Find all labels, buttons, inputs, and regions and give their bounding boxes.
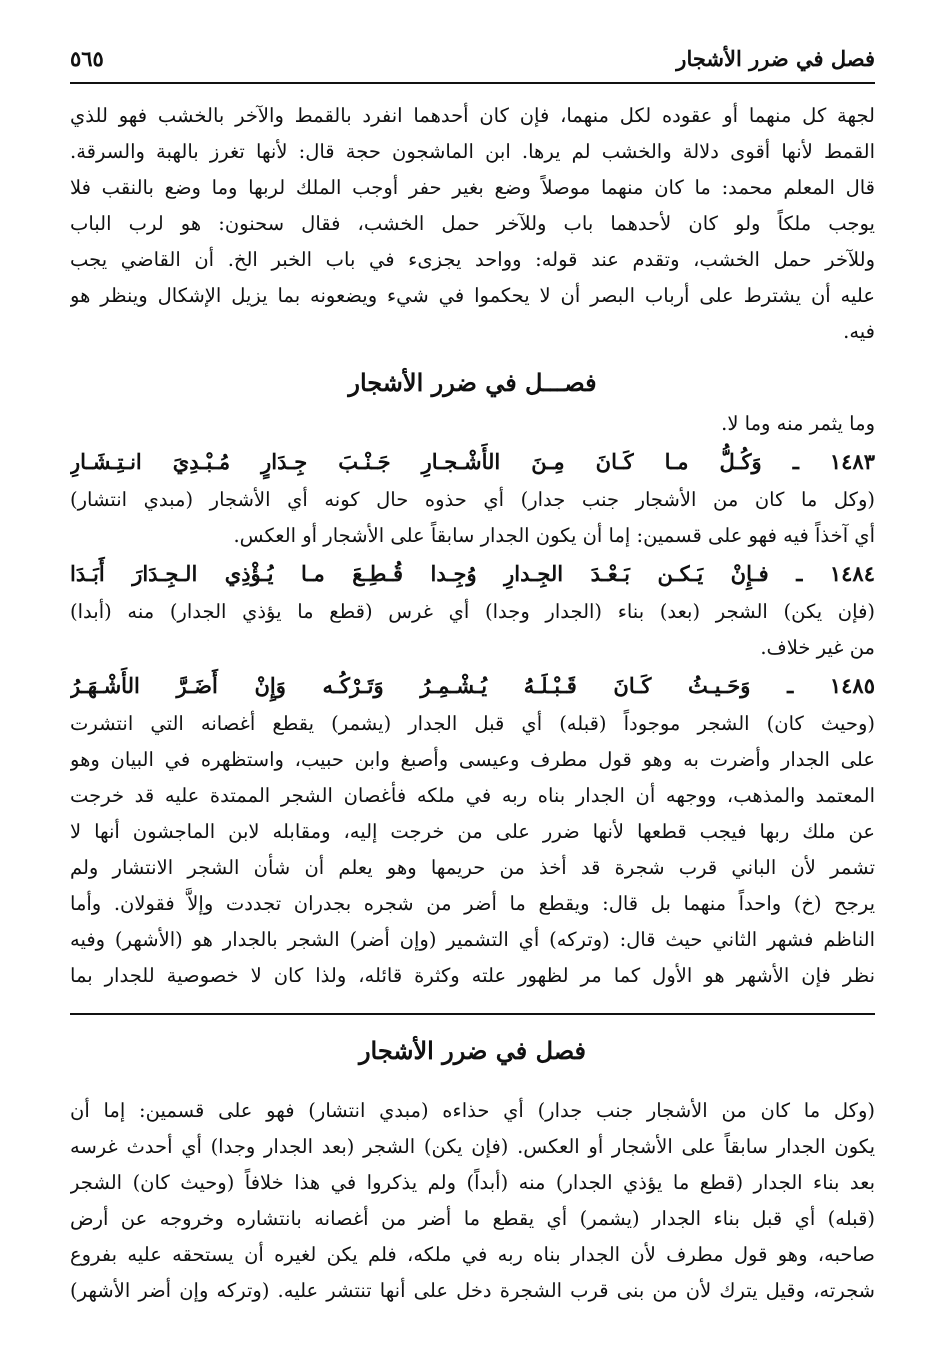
text-line: فيه. [843,320,875,343]
commentary-line: يرجح (خ) واحداً منهما بل قال: ويقطع ما أضر من شجره بجدران تجددت وإلاَّ فقولان. وأما [70,892,875,915]
text-line: شجرته، وقيل يترك لأن من بنى قرب الشجرة دخل على أنها تنتشر عليه. (وتركه وإن أضر الأشهر) [70,1279,875,1302]
text-line: لجهة كل منهما أو عقوده لكل منهما، فإن كان أحدهما انفرد بالقمط والآخر بالخشب فهو للذي [70,104,875,127]
section-body [70,406,875,994]
section-heading-secondary: فصل في ضرر الأشجار [358,1036,587,1065]
commentary-line: (وكل ما كان من الأشجار جنب جدار) أي حذوه حال كونه أي الأشجار (مبدي انتشار) [70,488,875,511]
commentary-line: نظر فإن الأشهر هو الأول كما مر لظهور علته وكثرة قائله، ولذا كان لا خصوصية للجدار بما [70,964,875,987]
section-divider [70,1013,875,1015]
commentary-line: أي آخذاً فيه فهو على قسمين: إما أن يكون الجدار سابقاً على الأشجار أو العكس. [233,524,875,547]
running-title: فصل في ضرر الأشجار [676,45,875,71]
text-line: القمط لأنها أقوى دلالة والخشب لم يرها. ابن الماشجون حجة قال: لأنها تغرز بالهبة والسرقة. [70,140,875,163]
top-paragraph [70,98,875,350]
text-line: (قبله) أي قبل بناء الجدار (يشمر) أي يقطع ما أضر من أغصانه بانتشاره وخروجه عن أرض [70,1207,875,1230]
commentary-line: عن ملك ربها فيجب قطعها لأنها ضرر على من خرجت إليه، ومقابله لابن الماجشون أنها لا [70,820,875,843]
commentary-line: الناظم فشهر الثاني حيث قال: (وتركه) أي التشمير (وإن أضر) الشجر بالجدار هو (الأشهر) وفيه [70,928,875,951]
commentary-line: (فإن يكن) الشجر (بعد) بناء (الجدار وجدا) أي غرس (قطع ما يؤذي الجدار) منه (أبدا) [70,600,875,623]
commentary-line: المعتمد والمذهب، ووجهه أن الجدار بناه ربه في ملكه فأغصان الشجر الممتدة عليه قد خرجت [70,784,875,807]
page-header [70,38,875,78]
commentary-line: تشمر لأن الباني قرب شجرة قد أخذ من حريمها وهو يعلم أن شأن الشجر الانتشار ولم [70,856,875,879]
commentary-line: (وحيث كان) الشجر موجوداً (قبله) أي قبل الجدار (يشمر) يقطع أغصانه التي انتشرت [70,712,875,735]
intro-line: وما يثمر منه وما لا. [721,412,875,435]
verse-1484: ١٤٨٤ ـ فـإِنْ يَـكـن بَـعْـدَ الجِـدارِ وُجِـدا قُـطِـعَ مـا يُـؤْذِي الـجِـدَارَ أَبَـدَا [70,561,875,586]
commentary-line: من غير خلاف. [760,636,875,659]
page-number: ٥٦٥ [70,45,104,71]
text-line: قال المعلم محمد: ما كان منهما موصلاً وضع بغير حفر أوجب الملك لربها وما وضع بالنقب فلا [70,176,875,199]
bottom-paragraph [70,1093,875,1309]
verse-1485: ١٤٨٥ ـ وَحَـيـثُ كَـانَ قَـبْـلَـهُ يُـشْـمِـرُ وَتَـرْكُـه وَإِنْ أَضَـرَّ الأَشْـهَـرُ [70,673,875,698]
verse-1483: ١٤٨٣ ـ وَكُـلُّ مـا كَـانَ مِـنَ الأَشْـجـارِ جَـنْـبَ جِـدَارٍ مُـبْـدِيَ انـتِـشَـارِ [70,449,875,474]
commentary-line: على الجدار وأضرت به وهو قول مطرف وعيسى وأصبغ وابن حبيب، واستظهره في البيان وهو [70,748,875,771]
text-line: يكون الجدار سابقاً على الأشجار أو العكس. (فإن يكن) الشجر (بعد الجدار وجدا) أي أحدث غرسه [70,1135,875,1158]
text-line: صاحبه، وهو قول مطرف لأن الجدار بناه ربه في ملكه، فلم يكن لغيره أن يستحقه عليه بفروع [70,1243,875,1266]
text-line: يوجب ملكاً ولو كان لأحدهما باب وللآخر حمل الخشب، فقال سحنون: هو لرب الباب [70,212,875,235]
header-rule [70,82,875,84]
text-line: بعد بناء الجدار (قطع ما يؤذي الجدار) منه (أبداً) ولم يذكروا في هذا خلافاً (وحيث كان) الشجر [70,1171,875,1194]
text-line: (وكل ما كان من الأشجار جنب جدار) أي حذاءه (مبدي انتشار) فهو على قسمين: إما أن [70,1099,875,1122]
section-heading: فصـــل في ضرر الأشجار [348,368,597,397]
text-line: عليه أن يشترط على أرباب البصر أن لا يحكموا في شيء ويضعونه بما يزيل الإشكال وينظر هو [70,284,875,307]
text-line: وللآخر حمل الخشب، وتقدم عند قوله: وواحد يجزىء في باب الخبر الخ. أن القاضي يجب [70,248,875,271]
